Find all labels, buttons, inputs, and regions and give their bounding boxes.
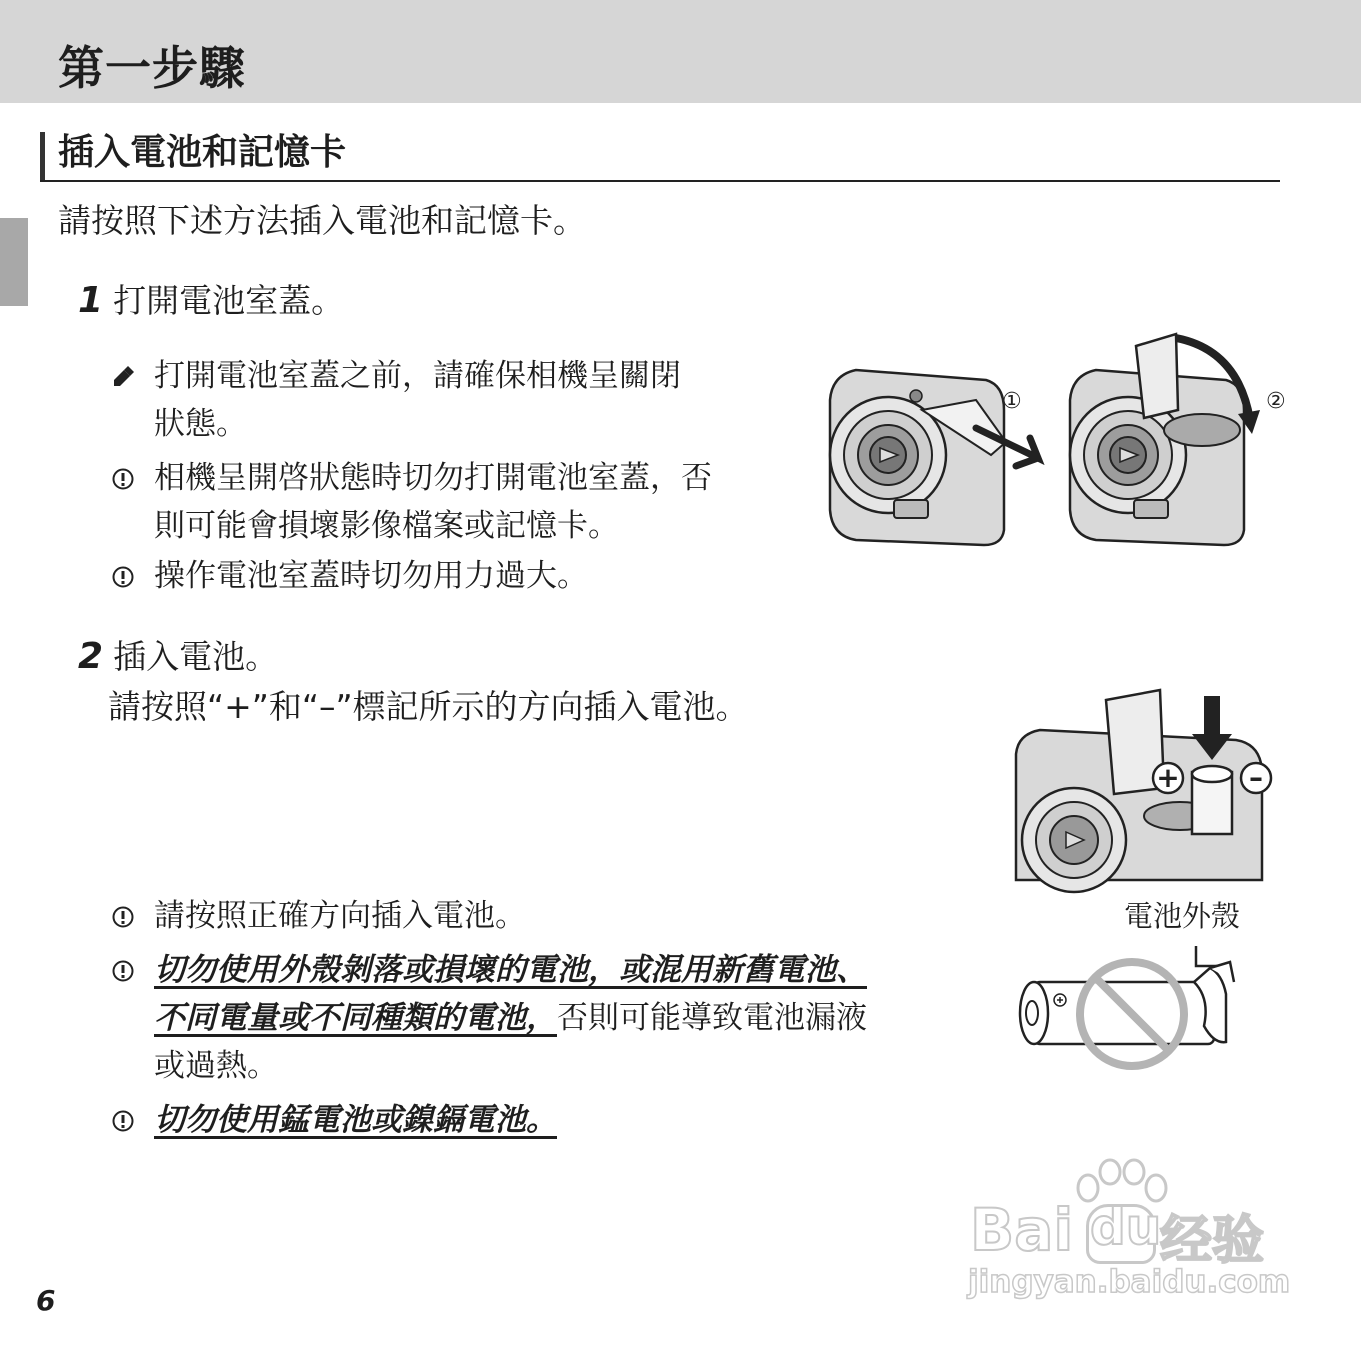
- note-line: 狀態。: [154, 406, 247, 442]
- step-text: 打開電池室蓋。: [113, 281, 345, 320]
- plus-label: +: [1156, 761, 1180, 794]
- step-text: 插入電池。: [113, 637, 279, 676]
- battery-shell-label: 電池外殼: [1124, 899, 1241, 933]
- note-line: 操作電池室蓋時切勿用力過大。: [154, 558, 588, 594]
- section-heading: [40, 128, 1280, 182]
- damaged-battery-figure: [1014, 938, 1244, 1074]
- page-number: 6: [36, 1284, 56, 1317]
- caution-icon: [112, 468, 134, 490]
- section-heading-bar: [40, 132, 45, 180]
- side-tab-marker: [0, 218, 28, 306]
- step-2-subtext: 請按照“+”和“–”標記所示的方向插入電池。: [108, 687, 749, 726]
- note-line: 則可能會損壞影像檔案或記憶卡。: [154, 508, 619, 544]
- battery-insert-figure: [1010, 684, 1280, 880]
- step-number: 2: [78, 636, 104, 677]
- caution-icon: [112, 1110, 134, 1132]
- watermark-brand-latin: Bai: [970, 1196, 1074, 1264]
- caution-icon: [112, 566, 134, 588]
- intro-text: 請按照下述方法插入電池和記憶卡。: [58, 201, 586, 240]
- note-line: 打開電池室蓋之前，請確保相機呈關閉: [154, 358, 681, 394]
- page-title: 第一步驟: [58, 41, 246, 95]
- figure-label-2: ②: [1266, 389, 1286, 414]
- caution-icon: [112, 960, 134, 982]
- camera-open-cover-figure: [826, 330, 1296, 555]
- warning-emphasis: 切勿使用錳電池或鎳鎘電池。: [154, 1102, 557, 1138]
- minus-label: –: [1249, 761, 1263, 794]
- note-line: 或過熱。: [154, 1048, 278, 1084]
- warning-emphasis: 不同電量或不同種類的電池，: [154, 1000, 557, 1036]
- step-2: [78, 632, 278, 682]
- caution-icon: [112, 906, 134, 928]
- watermark-url: jingyan.baidu.com: [968, 1264, 1291, 1300]
- note-line: 否則可能導致電池漏液: [557, 1000, 867, 1036]
- watermark-brand-cn: 经验: [1160, 1211, 1265, 1271]
- step-number: 1: [78, 280, 104, 321]
- figure-label-1: ①: [1002, 389, 1022, 414]
- watermark-brand-du: du: [1090, 1198, 1162, 1256]
- note-line: 相機呈開啓狀態時切勿打開電池室蓋，否: [154, 460, 712, 496]
- section-heading-text: 插入電池和記憶卡: [58, 132, 347, 173]
- step-1: [78, 276, 344, 326]
- note-line: 請按照正確方向插入電池。: [154, 898, 526, 934]
- warning-emphasis: 切勿使用外殼剝落或損壞的電池，或混用新舊電池、: [154, 952, 867, 988]
- pencil-tip-icon: [112, 366, 134, 388]
